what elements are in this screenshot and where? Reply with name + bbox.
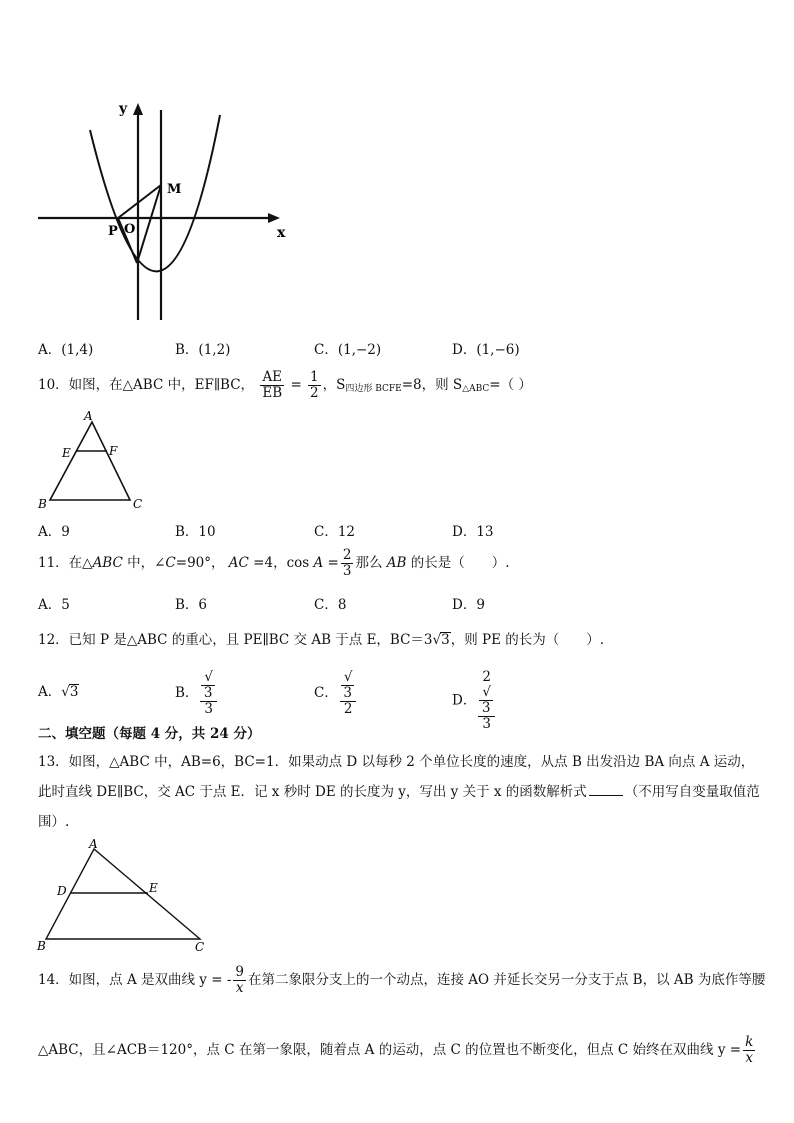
q11-option-a[interactable]: A．5: [38, 597, 70, 613]
q13-figure: [34, 835, 220, 955]
q12-option-c[interactable]: C． √ 3 2: [314, 670, 358, 717]
q13-line-2: 此时直线 DE∥BC，交 AC 于点 E．记 x 秒时 DE 的长度为 y，写出 y 关于 x 的函数解析式 （不用写自变量取值范: [38, 784, 760, 800]
q14-fraction-9-x: $\frac{9}{x}$: [235, 964, 244, 996]
q10-label-e: E: [62, 446, 71, 460]
graph-label-o: O: [124, 222, 136, 237]
q12-stem: 12．已知 P 是△ABC 的重心，且 PE∥BC 交 AB 于点 E，BC＝3√3，则 PE 的长为（ ）.: [38, 632, 605, 648]
q11-option-d[interactable]: D．9: [452, 597, 485, 613]
q11-option-c[interactable]: C．8: [314, 597, 347, 613]
q13-label-e: E: [149, 881, 158, 895]
q10-label-c: C: [133, 497, 143, 511]
q9-option-c[interactable]: C．(1,−2): [314, 342, 382, 358]
q12-option-b[interactable]: B． √ 3 3: [175, 670, 219, 717]
q9-option-d[interactable]: D．(1,−6): [452, 342, 520, 358]
q10-figure: [34, 408, 154, 512]
graph-label-m: M: [167, 182, 182, 197]
q10-option-d[interactable]: D．13: [452, 524, 494, 540]
q14-fraction-k-x: $\frac{k}{x}$: [745, 1034, 754, 1066]
q14-line-1: 14．如图，点 A 是双曲线 y = - $\frac{9}{x}$ 在第二象限分支上的一个动点，连接 AO 并延长交另一分支于点 B，以 AB 为底作等腰: [38, 964, 766, 996]
q13-label-c: C: [195, 940, 205, 954]
q13-label-a: A: [89, 837, 98, 851]
q13-label-d: D: [57, 884, 67, 898]
q9-option-a[interactable]: A．(1,4): [38, 342, 94, 358]
q10-label-b: B: [38, 497, 47, 511]
q10-option-c[interactable]: C．12: [314, 524, 356, 540]
q13-line-1: 13．如图，△ABC 中，AB=6，BC=1．如果动点 D 以每秒 2 个单位长度的速度，从点 B 出发沿边 BA 向点 A 运动，: [38, 754, 755, 770]
q10-label-f: F: [109, 444, 118, 458]
q9-option-b[interactable]: B．(1,2): [175, 342, 231, 358]
q10-ratio-value: $\frac{1}{2}$: [310, 369, 319, 401]
q10-option-b[interactable]: B．10: [175, 524, 216, 540]
graph-label-y: y: [119, 101, 128, 117]
q11-option-b[interactable]: B．6: [175, 597, 208, 613]
q10-option-a[interactable]: A．9: [38, 524, 70, 540]
q12-option-a[interactable]: A．√3: [38, 684, 79, 700]
q9-graph: [30, 95, 300, 330]
q10-stem: 10．如图，在△ABC 中，EF∥BC， $\frac{AE}{EB}$ = $\frac{1}{2}$ ，$S_{四边形 BCFE}=8$，则 $S_{\triangle ABC}=$（ ）: [38, 369, 532, 401]
q12-option-d[interactable]: D． 2 √ 3 3: [452, 670, 497, 732]
q11-stem: 11．在△ABC 中，∠C=90°， AC =4，cos A = $\frac{2}{3}$ 那么 AB 的长是（ ）.: [38, 547, 510, 579]
q10-label-a: A: [84, 409, 93, 423]
q13-label-b: B: [37, 939, 46, 953]
q11-cos-fraction: $\frac{2}{3}$: [342, 547, 352, 579]
q13-line-3: 围）.: [38, 814, 70, 830]
section-title-fill-in: 二、填空题（每题 4 分，共 24 分）: [38, 726, 261, 742]
q14-line-2: △ABC，且∠ACB＝120°，点 C 在第一象限，随着点 A 的运动，点 C 的位置也不断变化，但点 C 始终在双曲线 y = $\frac{k}{x}$: [38, 1034, 754, 1066]
q13-answer-blank[interactable]: [589, 795, 623, 796]
q10-ratio: $\frac{AE}{EB}$: [262, 369, 283, 401]
graph-label-x: x: [277, 225, 286, 241]
graph-label-p: P: [108, 224, 118, 239]
